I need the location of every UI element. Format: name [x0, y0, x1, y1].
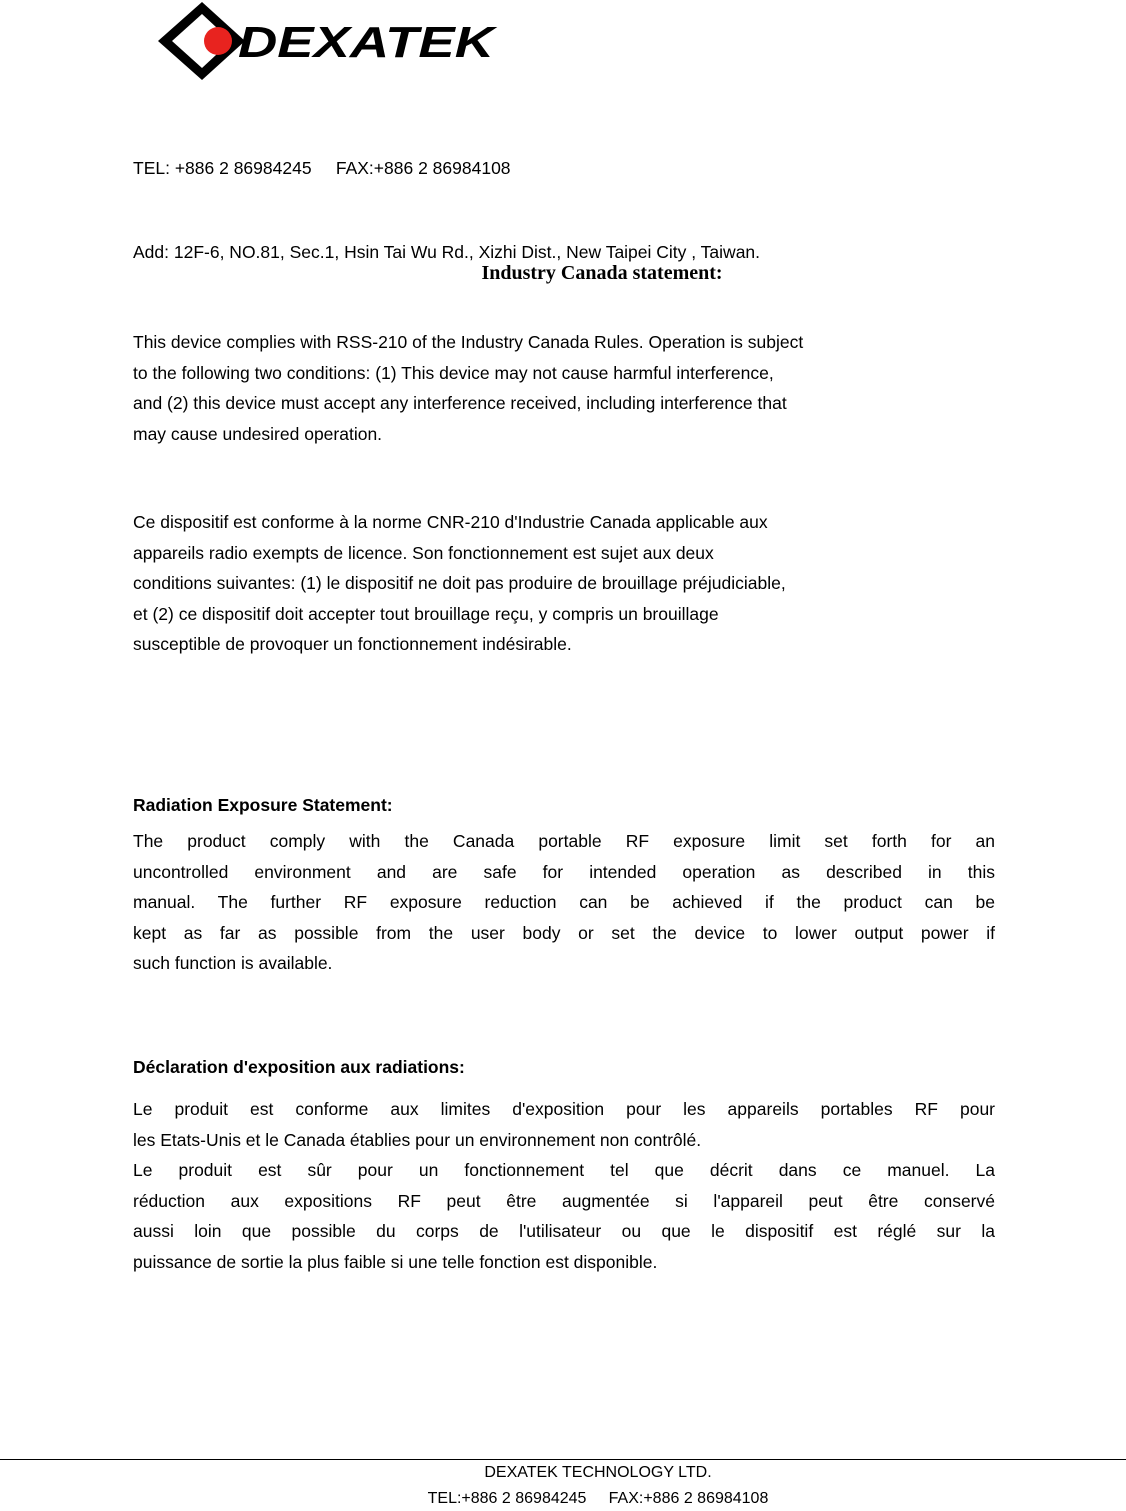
- radiation-paragraph: [133, 826, 995, 979]
- paragraph-line: réduction aux expositions RF peut être augmentée si l'appareil peut être conservé: [133, 1190, 995, 1211]
- page-title: Industry Canada statement:: [481, 262, 723, 284]
- footer-divider: [0, 1459, 1126, 1460]
- paragraph-line: uncontrolled environment and are safe for intended operation as described in this: [133, 861, 995, 882]
- paragraph-line: Ce dispositif est conforme à la norme CNR-210 d'Industrie Canada applicable aux: [133, 512, 768, 532]
- declaration-paragraph: [133, 1094, 995, 1277]
- declaration-heading: Déclaration d'exposition aux radiations:: [133, 1057, 465, 1077]
- footer-company: DEXATEK TECHNOLOGY LTD.: [484, 1464, 712, 1481]
- paragraph-line: manual. The further RF exposure reduction can be achieved if the product can be: [133, 892, 995, 912]
- logo-red-dot: [204, 27, 232, 55]
- logo-text: DEXATEK: [238, 18, 498, 67]
- footer-contact: TEL:+886 2 86984245 FAX:+886 2 86984108: [427, 1490, 769, 1507]
- dexatek-logo: [150, 0, 500, 82]
- paragraph-line: puissance de sortie la plus faible si une telle fonction est disponible.: [133, 1251, 658, 1272]
- address-line: Add: 12F-6, NO.81, Sec.1, Hsin Tai Wu Rd., Xizhi Dist., New Taipei City , Taiwan.: [133, 242, 761, 262]
- paragraph-line: and (2) this device must accept any interference received, including interference that: [133, 393, 787, 413]
- paragraph-line: to the following two conditions: (1) This device may not cause harmful interference,: [133, 362, 774, 383]
- paragraph-line: et (2) ce dispositif doit accepter tout brouillage reçu, y compris un brouillage: [133, 603, 719, 624]
- paragraph-line: may cause undesired operation.: [133, 423, 383, 444]
- paragraph-line: aussi loin que possible du corps de l'utilisateur ou que le dispositif est réglé sur la: [133, 1221, 995, 1241]
- ic-french-paragraph: [133, 507, 995, 660]
- paragraph-line: such function is available.: [133, 953, 333, 973]
- radiation-heading: Radiation Exposure Statement:: [133, 795, 393, 815]
- paragraph-line: Le produit est sûr pour un fonctionnement tel que décrit dans ce manuel. La: [133, 1160, 995, 1180]
- paragraph-line: susceptible de provoquer un fonctionnement indésirable.: [133, 634, 572, 654]
- paragraph-line: conditions suivantes: (1) le dispositif ne doit pas produire de brouillage préjudiciable,: [133, 573, 786, 593]
- paragraph-line: kept as far as possible from the user body or set the device to lower output power if: [133, 922, 995, 943]
- paragraph-line: This device complies with RSS-210 of the Industry Canada Rules. Operation is subject: [133, 332, 804, 352]
- ic-english-paragraph: [133, 327, 995, 449]
- paragraph-line: Le produit est conforme aux limites d'exposition pour les appareils portables RF pour: [133, 1099, 995, 1119]
- paragraph-line: les Etats-Unis et le Canada établies pour un environnement non contrôlé.: [133, 1129, 702, 1150]
- contact-line: TEL: +886 2 86984245 FAX:+886 2 86984108: [133, 158, 511, 178]
- paragraph-line: appareils radio exempts de licence. Son fonctionnement est sujet aux deux: [133, 542, 714, 563]
- paragraph-line: The product comply with the Canada portable RF exposure limit set forth for an: [133, 831, 995, 851]
